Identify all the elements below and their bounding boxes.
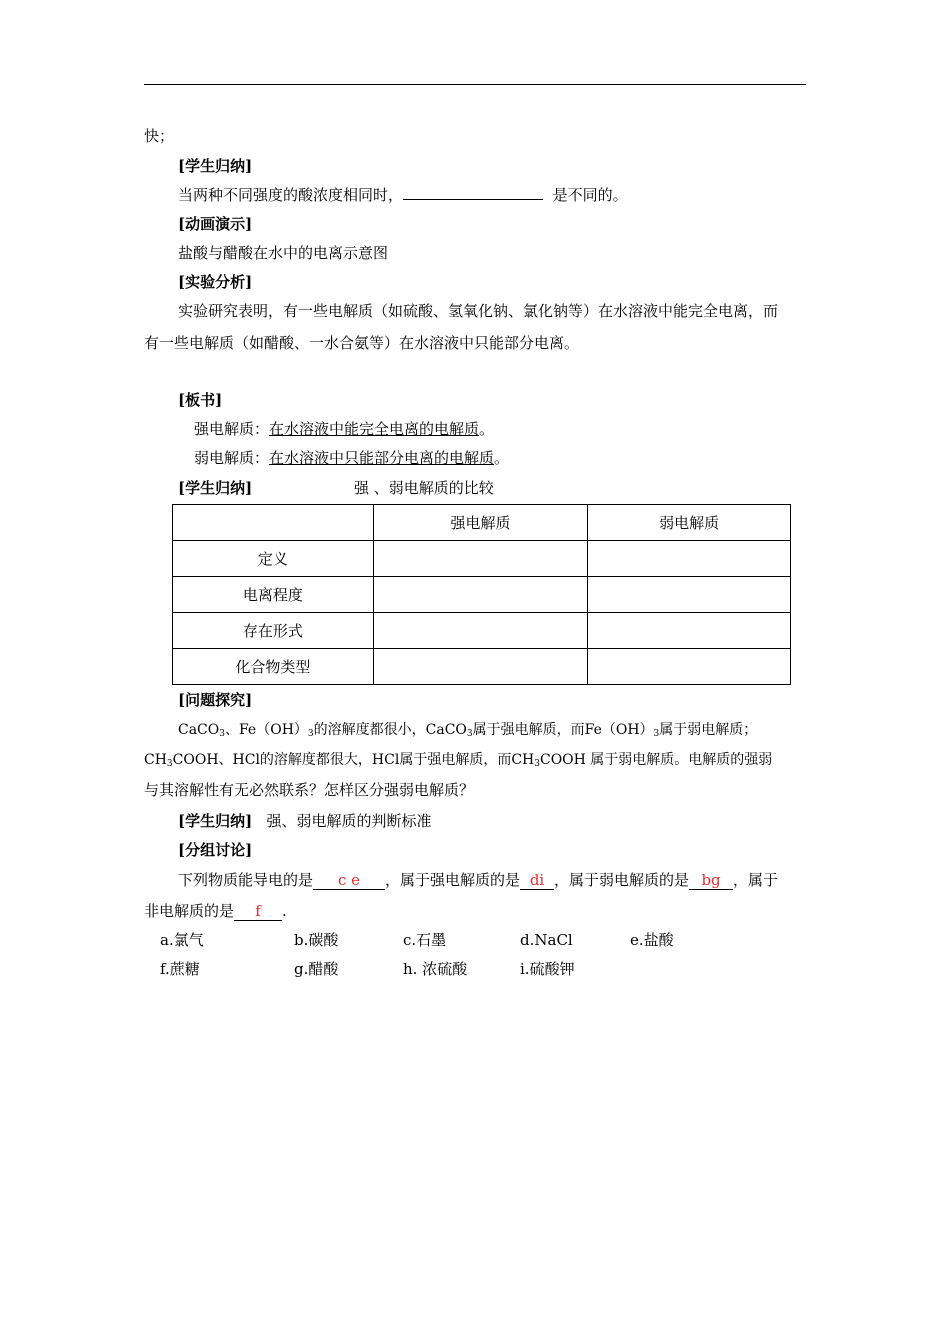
text: 属于弱电解质； bbox=[659, 722, 758, 738]
animation-caption: 盐酸与醋酸在水中的电离示意图 bbox=[178, 244, 389, 262]
inquiry-line-2 bbox=[144, 750, 772, 770]
option-c: c.石墨 bbox=[403, 931, 447, 949]
table-cell bbox=[373, 649, 588, 685]
table-row bbox=[173, 541, 791, 577]
comparison-table bbox=[172, 504, 791, 685]
student-summary-criteria bbox=[178, 811, 432, 831]
weak-label: 弱电解质： bbox=[194, 449, 270, 467]
analysis-line-1: 实验研究表明，有一些电解质（如硫酸、氢氧化钠、氯化钠等）在水溶液中能完全电离，而 bbox=[178, 302, 779, 320]
subscript: 3 bbox=[466, 729, 473, 739]
table-row-label: 电离程度 bbox=[173, 577, 374, 613]
text: ，属于强电解质的是 bbox=[385, 871, 521, 889]
option-f: f.蔗糖 bbox=[160, 960, 200, 978]
table-header-cell bbox=[173, 505, 374, 541]
table-cell bbox=[373, 541, 588, 577]
summary-sentence-start: 当两种不同强度的酸浓度相同时， bbox=[178, 186, 404, 204]
heading-animation: [动画演示] bbox=[178, 215, 253, 233]
period: 。 bbox=[479, 420, 495, 438]
header-rule bbox=[144, 84, 806, 85]
text: 、Fe（OH） bbox=[224, 722, 308, 738]
answer-nonelectrolyte[interactable]: f bbox=[234, 902, 282, 921]
text: . bbox=[282, 902, 287, 920]
text: CH bbox=[144, 752, 167, 768]
heading-experiment-analysis: [实验分析] bbox=[178, 273, 253, 291]
strong-electrolyte-definition bbox=[194, 419, 494, 439]
table-row-label: 化合物类型 bbox=[173, 649, 374, 685]
continuation-text: 快； bbox=[144, 127, 175, 145]
table-cell bbox=[588, 613, 791, 649]
text: 下列物质能导电的是 bbox=[178, 871, 314, 889]
subscript: 3 bbox=[166, 759, 173, 769]
heading-problem-inquiry: [问题探究] bbox=[178, 691, 253, 709]
heading-student-summary-1: [学生归纳] bbox=[178, 157, 253, 175]
table-title: 强 、弱电解质的比较 bbox=[354, 479, 494, 497]
heading-student-summary-3: [学生归纳] bbox=[178, 812, 253, 830]
table-row bbox=[173, 613, 791, 649]
text: COOH 属于弱电解质。电解质的强弱 bbox=[539, 752, 773, 768]
table-row-label: 定义 bbox=[173, 541, 374, 577]
table-row bbox=[173, 577, 791, 613]
option-h: h. 浓硫酸 bbox=[403, 960, 468, 978]
discussion-line-2 bbox=[144, 901, 287, 921]
subscript: 3 bbox=[653, 729, 660, 739]
heading-group-discussion: [分组讨论] bbox=[178, 841, 253, 859]
table-cell bbox=[373, 613, 588, 649]
fill-blank[interactable] bbox=[403, 185, 543, 200]
heading-board-notes: [板书] bbox=[178, 391, 223, 409]
table-header-cell: 强电解质 bbox=[373, 505, 588, 541]
discussion-line-1 bbox=[178, 870, 778, 890]
text: 的溶解度都很小，CaCO bbox=[313, 722, 467, 738]
weak-definition: 在水溶液中只能部分电离的电解质 bbox=[269, 449, 495, 467]
criteria-text: 强、弱电解质的判断标准 bbox=[266, 812, 432, 830]
option-d: d.NaCl bbox=[520, 931, 573, 949]
text: 属于强电解质，而Fe（OH） bbox=[472, 722, 654, 738]
weak-electrolyte-definition bbox=[194, 448, 509, 468]
answer-strong[interactable]: di bbox=[520, 871, 554, 890]
table-cell bbox=[373, 577, 588, 613]
text: CaCO bbox=[178, 722, 220, 738]
analysis-line-2: 有一些电解质（如醋酸、一水合氨等）在水溶液中只能部分电离。 bbox=[144, 334, 580, 352]
option-i: i.硫酸钾 bbox=[520, 960, 575, 978]
option-a: a.氯气 bbox=[160, 931, 204, 949]
period: 。 bbox=[494, 449, 510, 467]
inquiry-line-1 bbox=[178, 720, 757, 740]
table-row bbox=[173, 649, 791, 685]
text: ，属于 bbox=[733, 871, 779, 889]
option-b: b.碳酸 bbox=[294, 931, 339, 949]
inquiry-line-3: 与其溶解性有无必然联系？怎样区分强弱电解质？ bbox=[144, 781, 475, 799]
table-header-cell: 弱电解质 bbox=[588, 505, 791, 541]
option-e: e.盐酸 bbox=[630, 931, 674, 949]
text: ，属于弱电解质的是 bbox=[554, 871, 690, 889]
table-cell bbox=[588, 649, 791, 685]
subscript: 3 bbox=[534, 759, 540, 769]
table-cell bbox=[588, 577, 791, 613]
summary-sentence-end: 是不同的。 bbox=[552, 186, 628, 204]
text: 非电解质的是 bbox=[144, 902, 235, 920]
text: COOH、HCl的溶解度都很大，HCl属于强电解质，而CH bbox=[172, 752, 535, 768]
summary-sentence bbox=[178, 185, 628, 205]
table-header-row bbox=[173, 505, 791, 541]
subscript: 3 bbox=[307, 729, 314, 739]
subscript: 3 bbox=[219, 729, 225, 739]
answer-conductive[interactable]: c e bbox=[313, 871, 385, 890]
table-cell bbox=[588, 541, 791, 577]
table-row-label: 存在形式 bbox=[173, 613, 374, 649]
strong-label: 强电解质： bbox=[194, 420, 270, 438]
strong-definition: 在水溶液中能完全电离的电解质 bbox=[269, 420, 480, 438]
option-g: g.醋酸 bbox=[294, 960, 339, 978]
heading-student-summary-2: [学生归纳] bbox=[178, 479, 253, 497]
answer-weak[interactable]: bg bbox=[689, 871, 733, 890]
